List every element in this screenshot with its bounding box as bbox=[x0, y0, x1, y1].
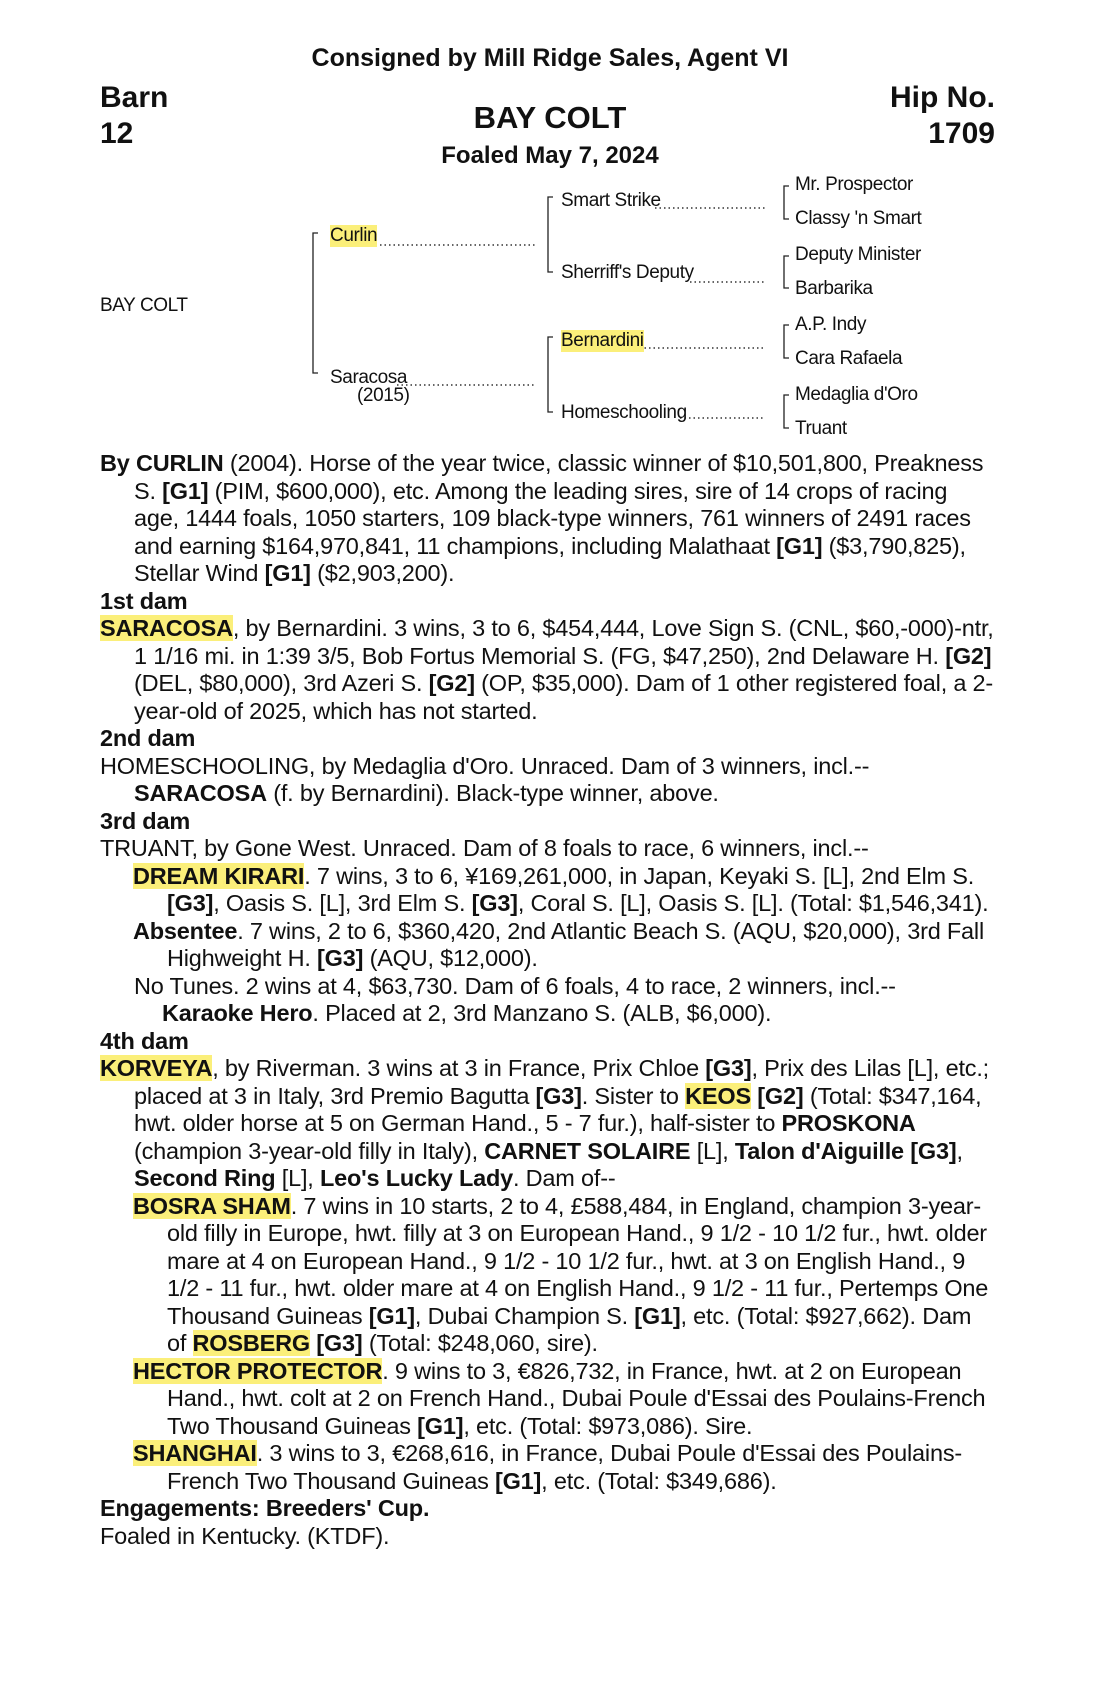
pedigree-sire-dam: Sherriff's Deputy bbox=[561, 262, 694, 283]
fourth-dam-heading: 4th dam bbox=[100, 1027, 189, 1054]
hip-number: 1709 bbox=[928, 117, 995, 150]
catalogue-body bbox=[100, 450, 995, 1550]
engagements: Engagements: Breeders' Cup. bbox=[100, 1495, 430, 1521]
produce-dream-kirari: DREAM KIRARI. 7 wins, 3 to 6, ¥169,261,000, in Japan, Keyaki S. [L], 2nd Elm S. [G3], Oasis S. [L], 3rd Elm S. [G3], Coral S. [L], Oasis S. [L]. (Total: $1,546,341). bbox=[133, 862, 989, 916]
pedigree-g8: Truant bbox=[795, 418, 847, 439]
consignor-line: Consigned by Mill Ridge Sales, Agent VI bbox=[311, 44, 789, 72]
pedigree-g3: Deputy Minister bbox=[795, 244, 921, 265]
fourth-dam-paragraph: KORVEYA, by Riverman. 3 wins at 3 in France, Prix Chloe [G3], Prix des Lilas [L], etc.; placed at 3 in Italy, 3rd Premio Bagutta [G3]. Sister to KEOS [G2] (Total: $347,164, hwt. older horse at 5 on German Hand., 5 - 7 fur.), half-sister to PROSKONA (champion 3-year-old filly in Italy), CARNET SOLAIRE [L], Talon d'Aiguille [G3], Second Ring [L], Leo's Lucky Lady. Dam of-- bbox=[100, 1055, 989, 1191]
barn-number: 12 bbox=[100, 117, 134, 150]
first-dam-heading: 1st dam bbox=[100, 587, 188, 614]
pedigree-subject: BAY COLT bbox=[100, 295, 188, 316]
third-dam-heading: 3rd dam bbox=[100, 807, 191, 834]
pedigree-g1: Mr. Prospector bbox=[795, 174, 913, 195]
pedigree-g5: A.P. Indy bbox=[795, 314, 867, 335]
pedigree-g7: Medaglia d'Oro bbox=[795, 384, 918, 405]
pedigree-lines bbox=[0, 0, 1100, 450]
foaled-in: Foaled in Kentucky. (KTDF). bbox=[100, 1522, 390, 1549]
pedigree-dam-year: (2015) bbox=[357, 385, 410, 406]
second-dam-paragraph: HOMESCHOOLING, by Medaglia d'Oro. Unraced. Dam of 3 winners, incl.-- bbox=[100, 752, 870, 779]
barn-label: Barn bbox=[100, 81, 169, 114]
pedigree-dam: Saracosa bbox=[330, 367, 408, 388]
horse-title: BAY COLT bbox=[473, 100, 627, 135]
hip-label: Hip No. bbox=[890, 81, 995, 114]
pedigree-dam-dam: Homeschooling bbox=[561, 402, 687, 423]
second-dam-heading: 2nd dam bbox=[100, 725, 196, 751]
produce-karaoke-hero: Karaoke Hero. Placed at 2, 3rd Manzano S. (ALB, $6,000). bbox=[162, 1000, 772, 1026]
produce-absentee: Absentee. 7 wins, 2 to 6, $360,420, 2nd Atlantic Beach S. (AQU, $20,000), 3rd Fall Highweight H. [G3] (AQU, $12,000). bbox=[133, 917, 984, 971]
foaled-date: Foaled May 7, 2024 bbox=[441, 142, 659, 169]
pedigree-g4: Barbarika bbox=[795, 278, 873, 299]
produce-no-tunes: No Tunes. 2 wins at 4, $63,730. Dam of 6 foals, 4 to race, 2 winners, incl.-- bbox=[134, 972, 896, 999]
second-dam-produce: SARACOSA (f. by Bernardini). Black-type winner, above. bbox=[134, 780, 719, 806]
pedigree-g2: Classy 'n Smart bbox=[795, 208, 922, 229]
pedigree-dam-sire: Bernardini bbox=[561, 330, 644, 351]
produce-bosra-sham: BOSRA SHAM. 7 wins in 10 starts, 2 to 4, £588,484, in England, champion 3-year-old filly in Europe, hwt. filly at 3 on European Hand., 9 1/2 - 10 1/2 fur., hwt. older mare at 4 on European Hand., 9 1/2 - 10 1/2 fur., hwt. at 3 on English Hand., 9 1/2 - 11 fur., hwt. older mare at 4 on English Hand., 9 1/2 - 11 fur., Pertemps One Thousand Guineas [G1], Dubai Champion S. [G1], etc. (Total: $927,662). Dam of ROSBERG [G3] (Total: $248,060, sire). bbox=[133, 1192, 989, 1356]
pedigree-sire: Curlin bbox=[330, 225, 378, 246]
first-dam-paragraph: SARACOSA, by Bernardini. 3 wins, 3 to 6, $454,444, Love Sign S. (CNL, $60,-000)-ntr, 1 1/16 mi. in 1:39 3/5, Bob Fortus Memorial S. (FG, $47,250), 2nd Delaware H. [G2] (DEL, $80,000), 3rd Azeri S. [G2] (OP, $35,000). Dam of 1 other registered foal, a 2-year-old of 2025, which has not started. bbox=[100, 615, 994, 724]
pedigree-sire-sire: Smart Strike bbox=[561, 190, 661, 211]
third-dam-paragraph: TRUANT, by Gone West. Unraced. Dam of 8 foals to race, 6 winners, incl.-- bbox=[100, 835, 869, 861]
sire-paragraph: By CURLIN (2004). Horse of the year twice, classic winner of $10,501,800, Preakness S. [G1] (PIM, $600,000), etc. Among the leading sires, sire of 14 crops of racing age, 1444 foals, 1050 starters, 109 black-type winners, 761 winners of 2491 races and earning $164,970,841, 11 champions, including Malathaat [G1] ($3,790,825), Stellar Wind [G1] ($2,903,200). bbox=[100, 450, 984, 586]
produce-hector-protector: HECTOR PROTECTOR. 9 wins to 3, €826,732, in France, hwt. at 2 on European Hand., hwt. colt at 2 on French Hand., Dubai Poule d'Essai des Poulains-French Two Thousand Guineas [G1], etc. (Total: $973,086). Sire. bbox=[133, 1357, 986, 1439]
produce-shanghai: SHANGHAI. 3 wins to 3, €268,616, in France, Dubai Poule d'Essai des Poulains-French Two Thousand Guineas [G1], etc. (Total: $349,686). bbox=[133, 1440, 962, 1494]
pedigree-g6: Cara Rafaela bbox=[795, 348, 903, 369]
